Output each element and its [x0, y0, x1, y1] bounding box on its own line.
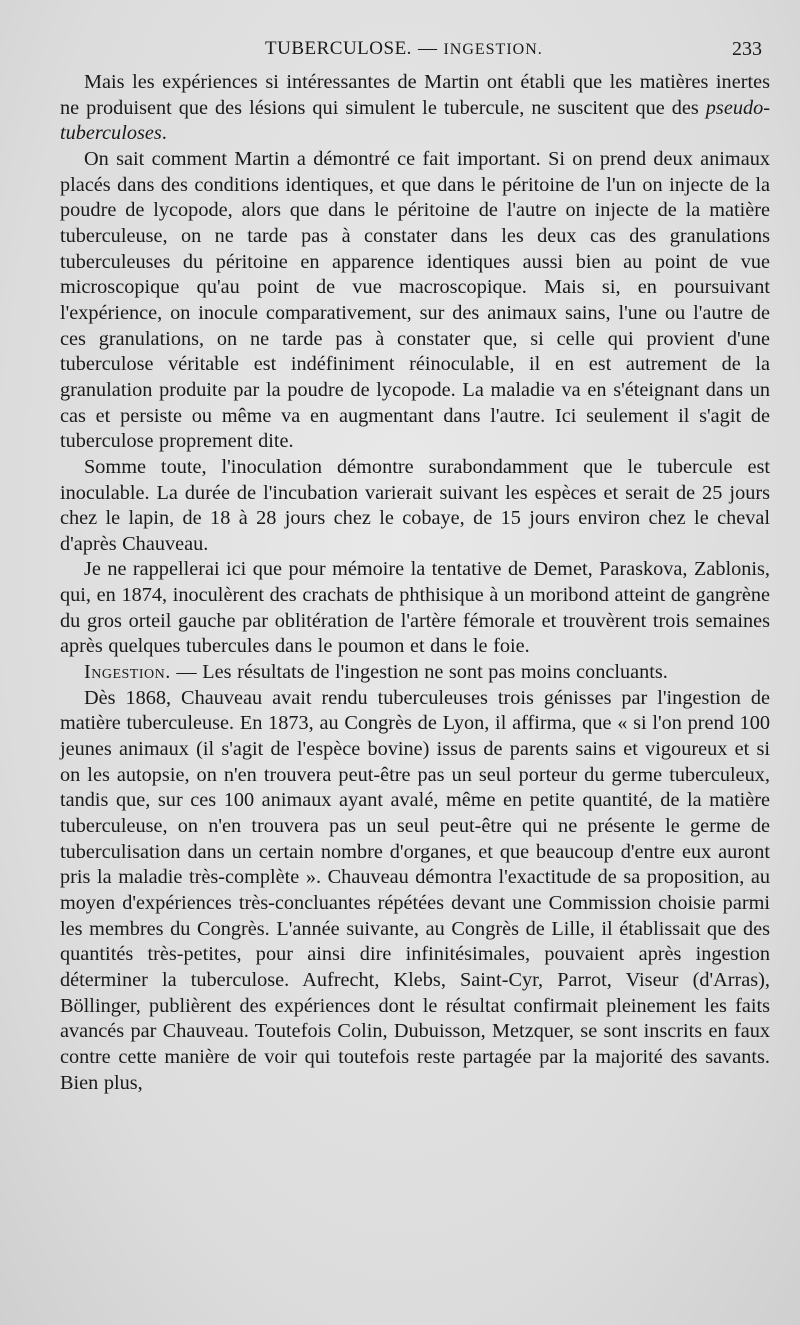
page-header [60, 36, 770, 70]
paragraph-1-italic: pseudo-tuberculoses [60, 96, 770, 145]
running-title [265, 38, 543, 60]
paragraph-6: Dès 1868, Chauveau avait rendu tuberculeuses trois génisses par l'ingestion de matière tuberculeuse. En 1873, au Congrès de Lyon, il affirma, que « si l'on prend 100 jeunes animaux (il s'agit de l'espèce bovine) issus de parents sains et vigoureux et si on les autopsie, on n'en trouvera peut-être pas un seul porteur du germe tuberculeux, tandis que, sur ces 100 animaux ayant avalé, même en petite quantité, de la matière tuberculeuse, on n'en trouvera pas un seul peut-être qui ne présente le germe de tuberculisation dans un certain nombre d'organes, et que beaucoup d'entre eux auront pris la maladie très-complète ». Chauveau démontra l'exactitude de sa proposition, au moyen d'expériences très-concluantes répétées devant une Commission choisie parmi les membres du Congrès. L'année suivante, au Congrès de Lille, il établissait que des quantités très-petites, pour ainsi dire infinitésimales, pouvaient après ingestion déterminer la tuberculose. Aufrecht, Klebs, Saint-Cyr, Parrot, Viseur (d'Arras), Böllinger, publièrent des expériences dont le résultat confirmait pleinement les faits avancés par Chauveau. Toutefois Colin, Dubuisson, Metzquer, se sont inscrits en faux contre cette manière de voir qui toutefois reste partagée par la majorité des savants. Bien plus, [60, 686, 770, 1094]
body-text [60, 70, 770, 1096]
paragraph-4: Je ne rappellerai ici que pour mémoire la tentative de Demet, Paraskova, Zablonis, qui, en 1874, inoculèrent des crachats de phthisique à un moribond atteint de gangrène du gros orteil gauche par oblitération de l'artère fémorale et trouvèrent trois semaines après quelques tubercules dans le poumon et dans le foie. [60, 558, 770, 658]
running-title-section: INGESTION. [443, 41, 543, 58]
section-heading-ingestion: Ingestion. [84, 661, 171, 684]
paragraph-5 [60, 660, 770, 686]
running-title-main: TUBERCULOSE. [265, 38, 412, 59]
paragraph-1-end: . [161, 122, 167, 145]
running-title-separator: — [417, 38, 438, 59]
paragraph-3: Somme toute, l'inoculation démontre surabondamment que le tubercule est inoculable. La durée de l'incubation varierait suivant les espèces et serait de 25 jours chez le lapin, de 18 à 28 jours chez le cobaye, de 15 jours environ chez le cheval d'après Chauveau. [60, 455, 770, 555]
paragraph-2: On sait comment Martin a démontré ce fait important. Si on prend deux animaux placés dans des conditions identiques, et que dans le péritoine de l'un on injecte de la poudre de lycopode, alors que dans le péritoine de l'autre on injecte de la matière tuberculeuse, on ne tarde pas à constater dans les deux cas des granulations tuberculeuses du péritoine en apparence identiques aussi bien au point de vue microscopique qu'au point de vue macroscopique. Mais si, en poursuivant l'expérience, on inocule comparativement, sur des animaux sains, l'une ou l'autre de ces granulations, on ne tarde pas à constater que, si celle qui provient d'une tuberculose véritable est indéfiniment réinoculable, il en est autrement de la granulation produite par la poudre de lycopode. La maladie va en s'éteignant dans un cas et persiste ou même va en augmentant dans l'autre. Ici seulement il s'agit de tuberculose proprement dite. [60, 147, 770, 453]
paragraph-1-text: Mais les expériences si intéressantes de Martin ont établi que les matières inertes ne produisent que des lésions qui simulent le tubercule, ne suscitent que des [60, 71, 770, 119]
page-number: 233 [732, 38, 762, 60]
paragraph-5-text: — Les résultats de l'ingestion ne sont pas moins concluants. [170, 661, 668, 684]
paragraph-1 [60, 70, 770, 147]
